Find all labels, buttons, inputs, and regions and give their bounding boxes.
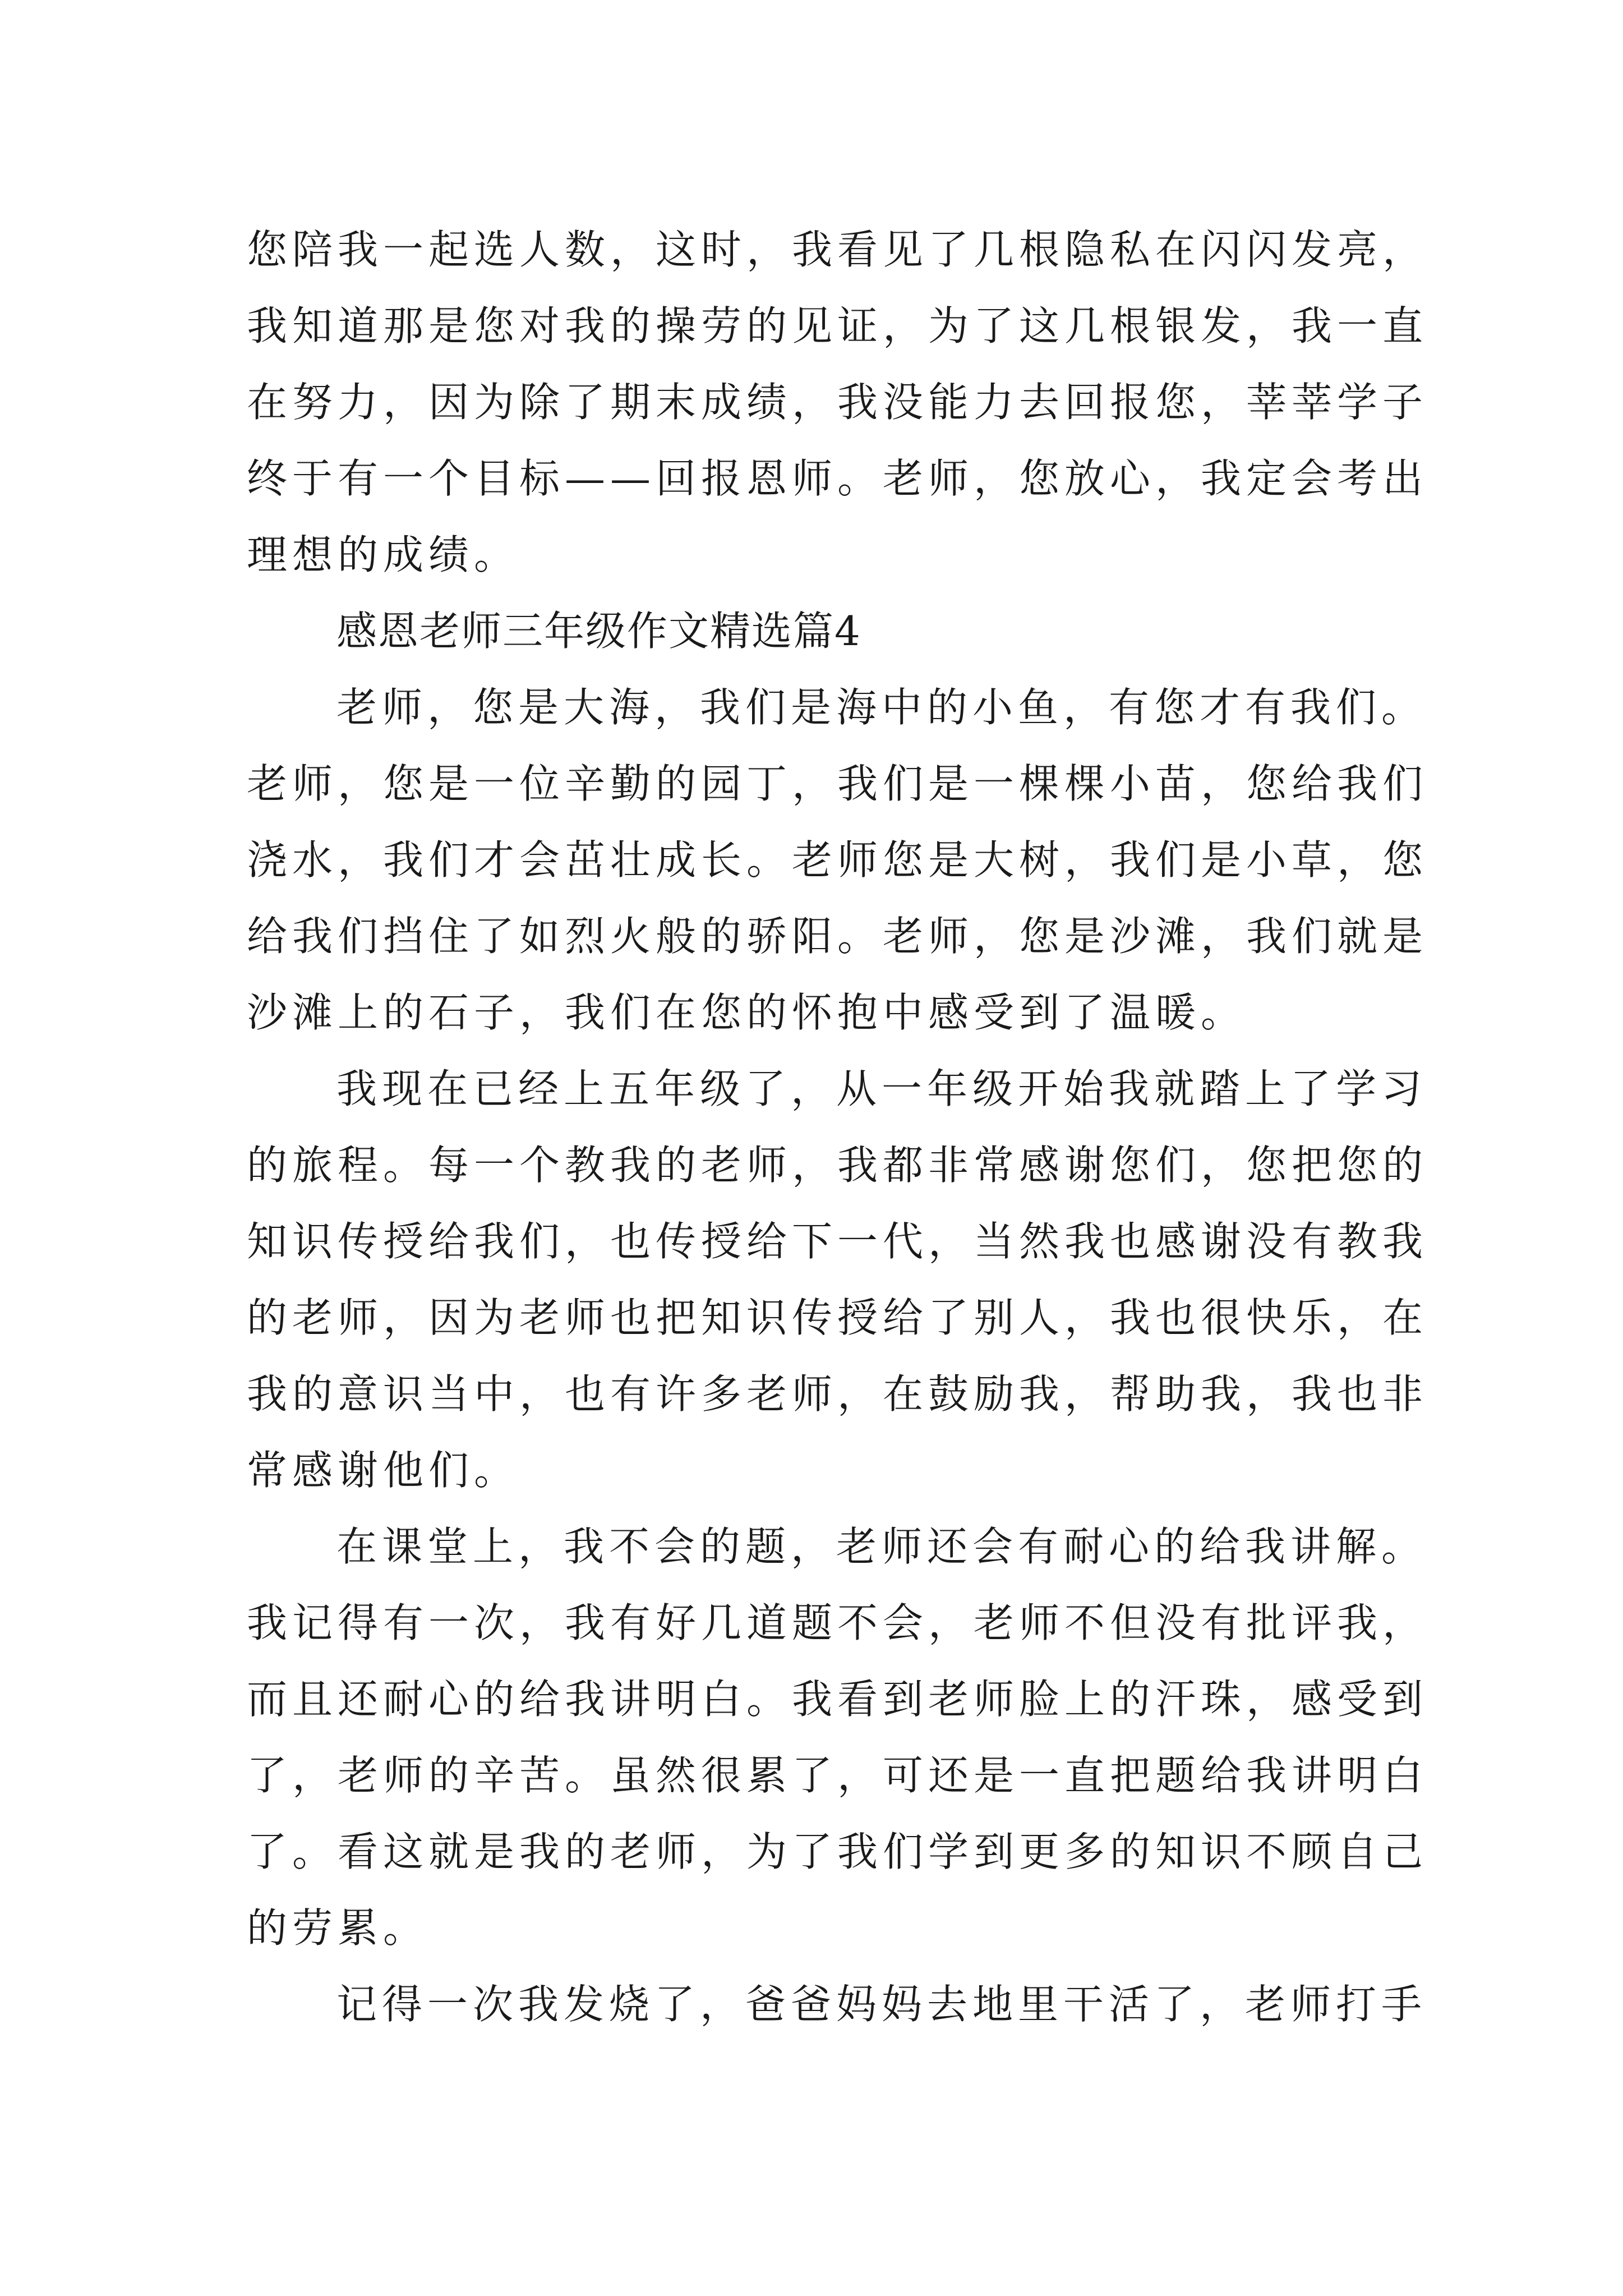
text-line: 我记得有一次，我有好几道题不会，老师不但没有批评我，: [247, 1599, 1428, 1646]
text-line: 老师，您是一位辛勤的园丁，我们是一棵棵小苗，您给我们: [247, 760, 1428, 807]
text-line: 我的意识当中，也有许多老师，在鼓励我，帮助我，我也非: [247, 1370, 1428, 1418]
text-line: 终于有一个目标——回报恩师。老师，您放心，我定会考出: [247, 455, 1428, 502]
text-line: 的老师，因为老师也把知识传授给了别人，我也很快乐，在: [247, 1294, 1428, 1341]
text-line: 了，老师的辛苦。虽然很累了，可还是一直把题给我讲明白: [247, 1752, 1428, 1799]
text-line: 沙滩上的石子，我们在您的怀抱中感受到了温暖。: [247, 989, 1247, 1036]
text-line: 的劳累。: [247, 1904, 429, 1952]
paragraph-start-line: 记得一次我发烧了，爸爸妈妈去地里干活了，老师打手: [336, 1981, 1427, 2028]
text-line: 我知道那是您对我的操劳的见证，为了这几根银发，我一直: [247, 302, 1428, 349]
text-line: 浇水，我们才会茁壮成长。老师您是大树，我们是小草，您: [247, 836, 1428, 884]
text-line: 常感谢他们。: [247, 1447, 520, 1494]
paragraph-start-line: 在课堂上，我不会的题，老师还会有耐心的给我讲解。: [336, 1523, 1427, 1570]
text-line: 知识传授给我们，也传授给下一代，当然我也感谢没有教我: [247, 1218, 1428, 1265]
section-heading: 感恩老师三年级作文精选篇4: [336, 608, 861, 655]
paragraph-start-line: 老师，您是大海，我们是海中的小鱼，有您才有我们。: [336, 684, 1427, 731]
text-line: 而且还耐心的给我讲明白。我看到老师脸上的汗珠，感受到: [247, 1676, 1428, 1723]
text-line: 的旅程。每一个教我的老师，我都非常感谢您们，您把您的: [247, 1142, 1428, 1189]
text-line: 在努力，因为除了期末成绩，我没能力去回报您，莘莘学子: [247, 379, 1428, 426]
text-line: 给我们挡住了如烈火般的骄阳。老师，您是沙滩，我们就是: [247, 913, 1428, 960]
text-line: 了。看这就是我的老师，为了我们学到更多的知识不顾自己: [247, 1828, 1428, 1875]
paragraph-start-line: 我现在已经上五年级了，从一年级开始我就踏上了学习: [336, 1065, 1427, 1112]
text-line: 您陪我一起选人数，这时，我看见了几根隐私在闪闪发亮，: [247, 226, 1428, 273]
text-line: 理想的成绩。: [247, 531, 520, 578]
